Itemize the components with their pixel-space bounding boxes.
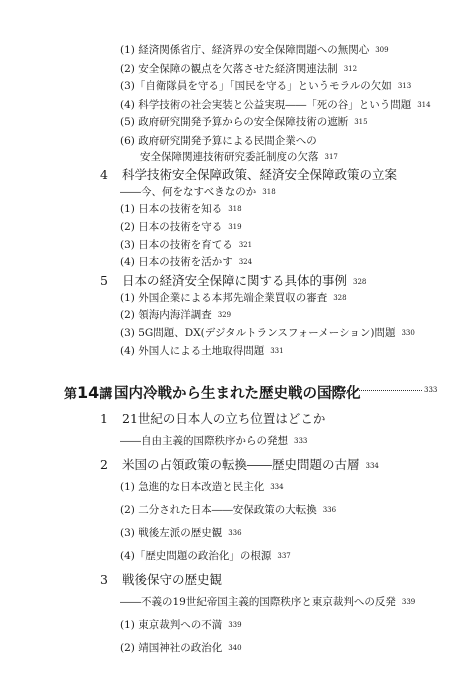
page-number: 318 <box>262 188 276 196</box>
entry-text: 戦後保守の歴史観 <box>122 572 223 587</box>
toc-entry <box>120 81 411 92</box>
toc-entry <box>120 187 276 198</box>
entry-text: 科学技術安全保障政策、経済安全保障政策の立案 <box>122 167 398 182</box>
entry-text: (4) 科学技術の社会実装と公益実現――「死の谷」という問題 <box>120 99 412 111</box>
page-number: 339 <box>228 621 242 629</box>
entry-text: 米国の占領政策の転換――歴史問題の古層 <box>122 457 360 472</box>
entry-text: 日本の経済安全保障に関する具体的事例 <box>122 273 348 288</box>
toc-section <box>100 459 379 472</box>
section-number: 2 <box>100 457 108 472</box>
page-number: 336 <box>228 529 242 537</box>
page-number: 330 <box>401 329 415 337</box>
toc-section <box>100 574 222 587</box>
page-number: 324 <box>238 258 253 266</box>
toc-entry <box>120 482 284 493</box>
entry-text: (4) 外国人による土地取得問題 <box>120 345 265 357</box>
page-number: 318 <box>228 205 242 213</box>
toc-section <box>100 413 325 426</box>
toc-section <box>100 169 397 182</box>
page-number: 315 <box>354 118 368 126</box>
toc-entry <box>120 257 252 268</box>
page-number: 336 <box>322 506 337 514</box>
section-number: 1 <box>100 411 108 426</box>
entry-text: (1) 経済関係省庁、経済界の安全保障問題への無関心 <box>120 44 370 56</box>
section-number: 3 <box>100 572 108 587</box>
entry-text: ――今、何をなすべきなのか <box>120 186 257 198</box>
entry-text: ――不義の19世紀帝国主義的国際秩序と東京裁判への反発 <box>120 596 396 608</box>
page-number: 333 <box>294 437 308 445</box>
page-number: 328 <box>333 294 347 302</box>
toc-entry <box>120 597 415 608</box>
toc-entry <box>120 222 242 233</box>
entry-text: (1) 急進的な日本改造と民主化 <box>120 481 265 493</box>
entry-text: (6) 政府研究開発予算による民間企業への <box>120 135 317 147</box>
toc-entry <box>120 45 389 56</box>
toc-entry <box>120 310 231 321</box>
entry-text: (4)「歴史問題の政治化」の根源 <box>120 550 272 562</box>
entry-text: (4) 日本の技術を活かす <box>120 256 233 268</box>
entry-text: (2) 安全保障の観点を欠落させた経済関連法制 <box>120 63 338 75</box>
page-number: 331 <box>270 347 284 355</box>
page-number: 334 <box>365 462 379 470</box>
entry-text: (3)「自衛隊員を守る」「国民を守る」というモラルの欠如 <box>120 80 392 92</box>
entry-text: (3) 日本の技術を育てる <box>120 239 233 251</box>
toc-entry <box>140 152 338 163</box>
toc-entry <box>120 643 242 654</box>
toc-entry <box>120 620 242 631</box>
toc-entry <box>120 346 284 357</box>
entry-text: (2) 二分された日本――安保政策の大転換 <box>120 504 317 516</box>
toc-entry <box>120 528 242 539</box>
toc-entry <box>120 551 291 562</box>
section-number: 5 <box>100 273 108 288</box>
chapter-number: 14 <box>77 383 100 402</box>
page-number: 340 <box>228 644 242 652</box>
entry-text: (5) 政府研究開発予算からの安全保障技術の遮断 <box>120 116 349 128</box>
entry-text: (2) 日本の技術を守る <box>120 221 223 233</box>
toc-entry <box>120 117 368 128</box>
toc-entry <box>120 328 415 339</box>
page-number: 339 <box>401 598 416 606</box>
page-number: 329 <box>217 311 232 319</box>
page-number: 328 <box>353 278 367 286</box>
entry-text: ――自由主義的国際秩序からの発想 <box>120 435 288 447</box>
chapter-prefix: 第 <box>64 387 78 402</box>
toc-entry <box>120 136 317 147</box>
entry-text: (1) 東京裁判への不満 <box>120 619 223 631</box>
page-number: 321 <box>238 241 253 249</box>
page-number: 314 <box>417 101 431 109</box>
entry-text: (1) 外国企業による本邦先端企業買収の審査 <box>120 292 328 304</box>
page-number: 337 <box>277 552 291 560</box>
page-number: 334 <box>270 483 284 491</box>
toc-entry <box>120 204 242 215</box>
entry-text: 21世紀の日本人の立ち位置はどこか <box>122 411 326 426</box>
section-number: 4 <box>100 167 108 182</box>
page-number: 309 <box>375 46 389 54</box>
entry-text: (2) 靖国神社の政治化 <box>120 642 223 654</box>
toc-entry <box>120 100 431 111</box>
chapter-page-number: 333 <box>424 386 438 394</box>
entry-text: (3) 戦後左派の歴史観 <box>120 527 223 539</box>
chapter-label <box>64 383 112 402</box>
toc-entry <box>120 436 307 447</box>
page-number: 312 <box>343 65 358 73</box>
toc-section <box>100 275 366 288</box>
toc-entry <box>120 240 252 251</box>
dot-leader <box>330 390 422 391</box>
toc-entry <box>120 293 347 304</box>
entry-text: 安全保障関連技術研究委託制度の欠落 <box>140 151 319 163</box>
entry-text: (2) 領海内海洋調査 <box>120 309 212 321</box>
page-number: 317 <box>324 153 338 161</box>
chapter-suffix: 講 <box>99 387 113 402</box>
page-number: 313 <box>397 82 412 90</box>
page-number: 319 <box>228 223 242 231</box>
entry-text: (1) 日本の技術を知る <box>120 203 223 215</box>
toc-entry <box>120 505 336 516</box>
chapter-title: 国内冷戦から生まれた歴史戦の国際化 <box>114 385 361 402</box>
toc-entry <box>120 64 357 75</box>
entry-text: (3) 5G問題、DX(デジタルトランスフォーメーション)問題 <box>120 327 396 339</box>
